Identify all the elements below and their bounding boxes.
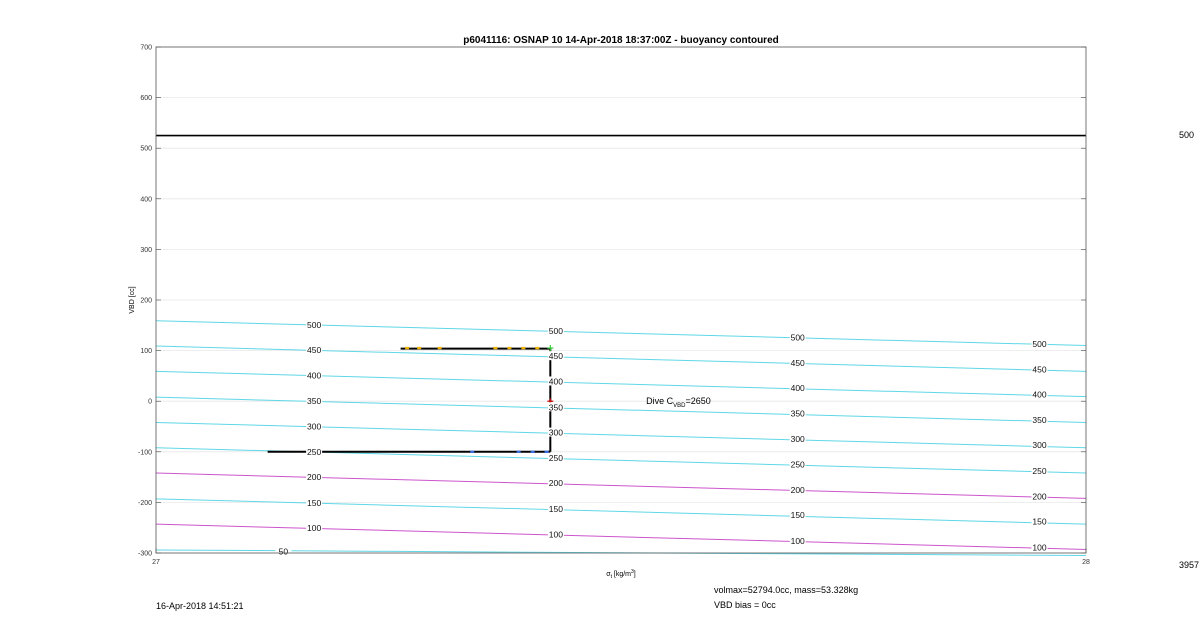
footer-timestamp: 16-Apr-2018 14:51:21 — [156, 601, 244, 611]
data-point — [531, 451, 535, 453]
contour-label: 350 — [1032, 414, 1047, 425]
y-tick-label: 600 — [140, 95, 152, 103]
y-tick-label: 300 — [140, 246, 152, 254]
y-tick-label: -100 — [137, 449, 152, 457]
x-axis-label-main: σ — [606, 571, 611, 578]
contour-label: 450 — [548, 351, 563, 362]
x-axis-label-rest: [kg/m — [611, 571, 632, 578]
contour-label: 250 — [548, 452, 563, 463]
contour-label: 100 — [790, 535, 805, 546]
contour-line-300 — [156, 422, 1086, 447]
x-axis-label — [606, 569, 636, 580]
contour-label: 300 — [790, 434, 805, 445]
data-point — [535, 347, 539, 349]
contour-label: 450 — [307, 345, 322, 356]
contour-label: 300 — [1032, 440, 1047, 451]
chart-title: p6041116: OSNAP 10 14-Apr-2018 18:37:00Z - buoyancy contoured — [463, 35, 779, 46]
y-tick-label: 100 — [140, 348, 152, 356]
contour-labels — [275, 320, 1047, 557]
y-tick-label: -200 — [137, 499, 152, 507]
contour-label: 150 — [548, 503, 563, 514]
x-axis-label-sup: 3 — [631, 569, 634, 575]
data-point — [517, 451, 521, 453]
dive-cvbd-sub: VBD — [673, 403, 686, 410]
dive-cvbd-annotation — [646, 396, 711, 409]
contour-label: 200 — [790, 484, 805, 495]
footer-volmax: volmax=52794.0cc, mass=53.328kg — [714, 585, 859, 595]
dive-cvbd-main: Dive C — [646, 396, 674, 407]
y-tick-label: 200 — [140, 297, 152, 305]
contour-label: 400 — [790, 383, 805, 394]
dive-cvbd-rest: =2650 — [685, 396, 711, 407]
x-tick-label: 28 — [1082, 559, 1090, 566]
y-tick-label: -300 — [137, 550, 152, 558]
y-tick-label: 400 — [140, 196, 152, 204]
contour-line-100 — [156, 524, 1086, 549]
contour-line-200 — [156, 473, 1086, 498]
contour-lines — [156, 321, 1086, 556]
contour-label: 450 — [790, 357, 805, 368]
contour-line-400 — [156, 371, 1086, 396]
contour-label: 250 — [790, 459, 805, 470]
y-tick-label: 700 — [140, 44, 152, 52]
data-point — [438, 347, 442, 349]
data-point — [521, 347, 525, 349]
contour-line-500 — [156, 321, 1086, 346]
data-point — [417, 347, 421, 349]
data-point — [493, 347, 497, 349]
contour-label: 150 — [1032, 516, 1047, 527]
contour-label: 400 — [1032, 389, 1047, 400]
contour-label: 200 — [307, 472, 322, 483]
x-axis-label-end: ] — [633, 571, 636, 578]
y-tick-label: 0 — [148, 398, 152, 406]
contour-label: 100 — [1032, 542, 1047, 553]
right-label-top: 500 — [1179, 130, 1195, 140]
contour-label: 100 — [307, 523, 322, 534]
contour-label: 500 — [790, 332, 805, 343]
contour-label: 100 — [548, 529, 563, 540]
data-point — [507, 347, 511, 349]
data-point — [405, 347, 409, 349]
contour-label: 400 — [307, 370, 322, 381]
x-axis-label-sub: t — [610, 574, 612, 580]
contour-label: 250 — [307, 446, 322, 457]
contour-label: 300 — [548, 427, 563, 438]
y-axis-label: VBD [cc] — [129, 286, 136, 314]
data-point — [470, 451, 474, 453]
contour-label: 150 — [307, 497, 322, 508]
contour-label: 500 — [548, 325, 563, 336]
footer-vbd-bias: VBD bias = 0cc — [714, 600, 776, 610]
x-tick-label: 27 — [152, 559, 160, 566]
contour-label: 350 — [307, 396, 322, 407]
contour-label: 400 — [548, 376, 563, 387]
contour-label: 50 — [278, 546, 289, 557]
contour-label: 500 — [307, 319, 322, 330]
contour-label: 350 — [790, 408, 805, 419]
contour-label: 150 — [790, 510, 805, 521]
right-label-bottom: 3957 — [1179, 560, 1200, 570]
contour-label: 500 — [1032, 339, 1047, 350]
contour-label: 300 — [307, 421, 322, 432]
contour-line-450 — [156, 346, 1086, 371]
contour-label: 350 — [548, 402, 563, 413]
data-points — [405, 345, 553, 453]
axes — [138, 45, 1090, 567]
contour-label: 200 — [1032, 491, 1047, 502]
contour-label: 250 — [1032, 466, 1047, 477]
contour-label: 450 — [1032, 364, 1047, 375]
y-tick-label: 500 — [140, 145, 152, 153]
contour-label: 200 — [548, 478, 563, 489]
